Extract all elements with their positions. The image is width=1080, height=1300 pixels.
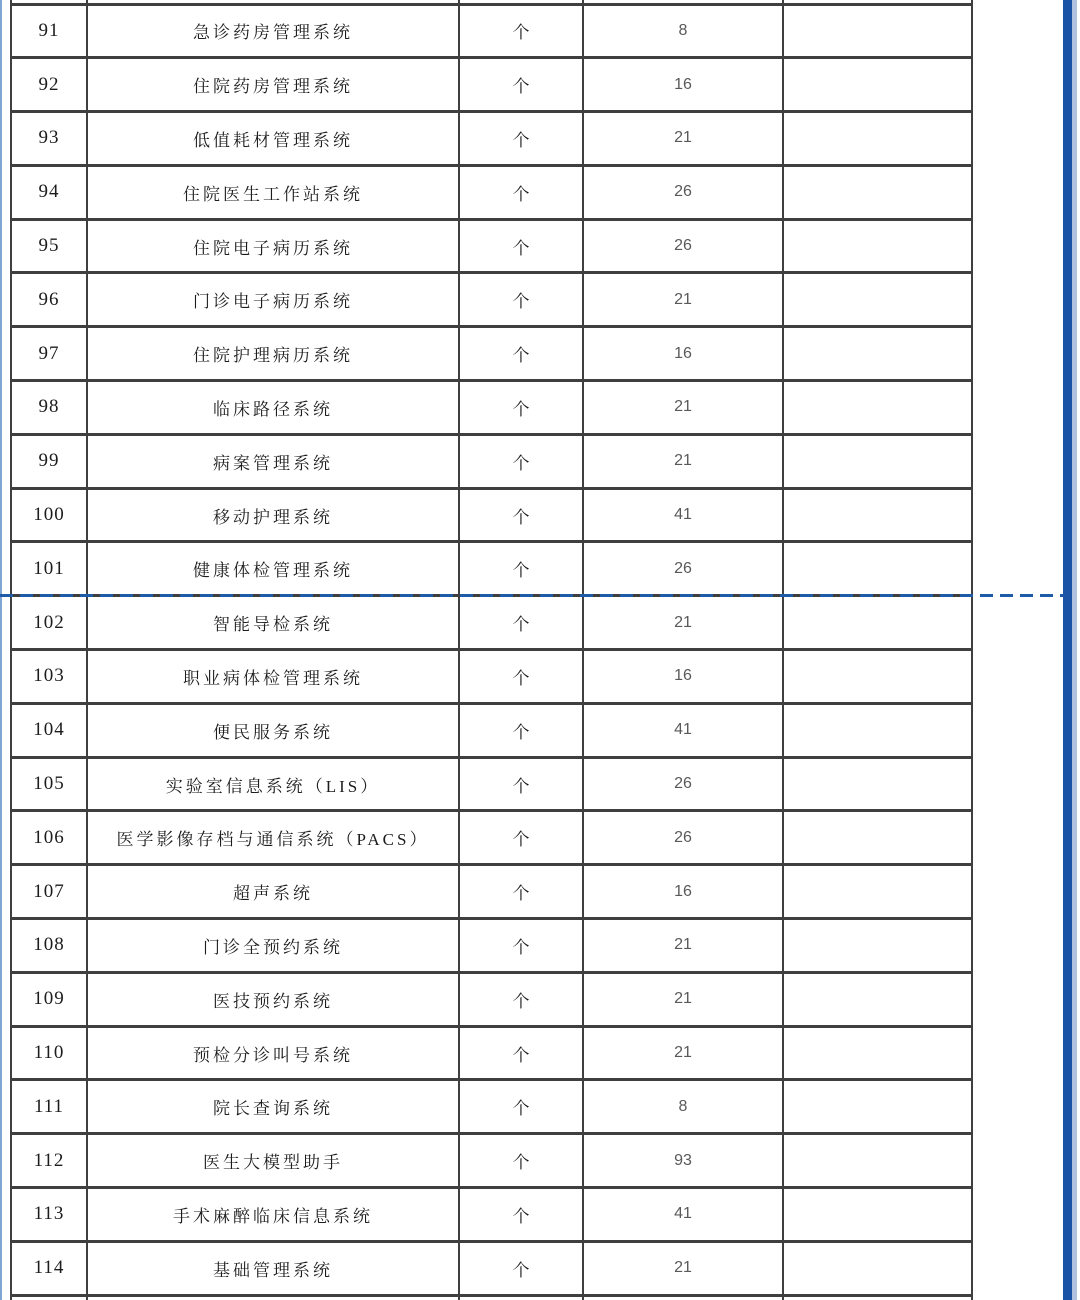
quantity-cell[interactable]: 41 [583,488,783,542]
unit-cell[interactable]: 个 [459,434,583,488]
row-index-cell[interactable]: 91 [11,4,87,58]
row-index-cell[interactable]: 98 [11,381,87,435]
quantity-cell[interactable]: 21 [583,434,783,488]
system-name-cell[interactable]: 急诊药房管理系统 [87,4,459,58]
row-index-cell[interactable]: 103 [11,650,87,704]
row-index-cell[interactable]: 97 [11,327,87,381]
remark-cell[interactable] [783,596,972,650]
remark-cell[interactable] [783,381,972,435]
unit-cell[interactable]: 个 [459,596,583,650]
remark-cell[interactable] [783,1188,972,1242]
quantity-cell[interactable]: 16 [583,327,783,381]
system-name-cell[interactable]: 病案管理系统 [87,434,459,488]
unit-cell[interactable]: 个 [459,4,583,58]
row-index-cell[interactable]: 102 [11,596,87,650]
unit-cell[interactable]: 个 [459,703,583,757]
unit-cell[interactable]: 个 [459,811,583,865]
table-row [11,165,972,219]
remark-cell[interactable] [783,1080,972,1134]
quantity-cell[interactable]: 21 [583,1241,783,1295]
row-index-cell[interactable]: 110 [11,1026,87,1080]
remark-cell[interactable] [783,273,972,327]
row-index-cell[interactable]: 106 [11,811,87,865]
system-name-cell[interactable]: 医技预约系统 [87,972,459,1026]
table-row [11,972,972,1026]
system-name-cell[interactable]: 医生大模型助手 [87,1134,459,1188]
unit-cell[interactable]: 个 [459,865,583,919]
quantity-cell[interactable]: 8 [583,1080,783,1134]
system-name-cell[interactable]: 职业病体检管理系统 [87,650,459,704]
remark-cell[interactable] [783,1241,972,1295]
row-index-cell[interactable]: 108 [11,919,87,973]
system-name-cell[interactable]: 健康体检管理系统 [87,542,459,596]
table-body [11,0,972,1300]
row-index-cell[interactable]: 92 [11,58,87,112]
quantity-cell[interactable]: 26 [583,165,783,219]
page-break-dashed-line [0,594,1063,597]
quantity-cell[interactable]: 16 [583,650,783,704]
system-name-cell[interactable]: 基础管理系统 [87,1241,459,1295]
table-row [11,650,972,704]
table-row [11,1134,972,1188]
row-index-cell[interactable]: 114 [11,1241,87,1295]
remark-cell[interactable] [783,650,972,704]
quantity-cell[interactable]: 21 [583,919,783,973]
system-name-cell[interactable]: 超声系统 [87,865,459,919]
unit-cell[interactable]: 个 [459,273,583,327]
systems-quantity-table [10,0,973,1300]
remark-cell[interactable] [783,434,972,488]
table-row [11,488,972,542]
quantity-cell[interactable]: 16 [583,58,783,112]
remark-cell[interactable] [783,327,972,381]
system-name-cell[interactable]: 门诊电子病历系统 [87,273,459,327]
row-index-cell[interactable]: 111 [11,1080,87,1134]
row-index-cell[interactable]: 105 [11,757,87,811]
left-page-edge-line [0,0,2,1300]
unit-cell[interactable]: 个 [459,919,583,973]
unit-cell[interactable]: 个 [459,650,583,704]
quantity-cell[interactable]: 21 [583,112,783,166]
quantity-cell[interactable]: 26 [583,757,783,811]
quantity-cell[interactable]: 41 [583,703,783,757]
system-name-cell[interactable]: 低值耗材管理系统 [87,112,459,166]
row-index-cell[interactable]: 93 [11,112,87,166]
remark-cell[interactable] [783,703,972,757]
table-row [11,757,972,811]
quantity-cell[interactable]: 21 [583,596,783,650]
unit-cell[interactable]: 个 [459,1188,583,1242]
row-index-cell[interactable]: 104 [11,703,87,757]
row-index-cell[interactable]: 95 [11,219,87,273]
unit-cell[interactable]: 个 [459,757,583,811]
unit-cell[interactable]: 个 [459,112,583,166]
quantity-cell[interactable]: 21 [583,972,783,1026]
right-page-edge-line [1063,0,1072,1300]
remark-cell[interactable] [783,165,972,219]
row-index-cell[interactable]: 101 [11,542,87,596]
remark-cell[interactable] [783,112,972,166]
remark-cell[interactable] [783,919,972,973]
remark-cell[interactable] [783,757,972,811]
unit-cell[interactable]: 个 [459,542,583,596]
row-index-cell[interactable]: 109 [11,972,87,1026]
table-row [11,327,972,381]
row-index-cell[interactable]: 99 [11,434,87,488]
table-row [11,112,972,166]
unit-cell[interactable]: 个 [459,1080,583,1134]
system-name-cell[interactable]: 住院电子病历系统 [87,219,459,273]
quantity-cell[interactable]: 26 [583,811,783,865]
table-row [11,219,972,273]
table-row [11,811,972,865]
unit-cell[interactable]: 个 [459,1134,583,1188]
table-row [11,1026,972,1080]
row-index-cell[interactable]: 100 [11,488,87,542]
row-index-cell[interactable]: 94 [11,165,87,219]
system-name-cell[interactable]: 院长查询系统 [87,1080,459,1134]
system-name-cell[interactable]: 手术麻醉临床信息系统 [87,1188,459,1242]
system-name-cell[interactable]: 移动护理系统 [87,488,459,542]
unit-cell[interactable]: 个 [459,58,583,112]
quantity-cell[interactable]: 21 [583,381,783,435]
table-row [11,919,972,973]
system-name-cell[interactable]: 实验室信息系统（LIS） [87,757,459,811]
table-row [11,542,972,596]
quantity-cell[interactable]: 26 [583,219,783,273]
row-index-cell[interactable]: 112 [11,1134,87,1188]
quantity-cell[interactable]: 93 [583,1134,783,1188]
remark-cell[interactable] [783,1134,972,1188]
quantity-cell[interactable]: 16 [583,865,783,919]
right-page-edge-line-highlight [1072,0,1077,1300]
row-index-cell[interactable]: 96 [11,273,87,327]
table-row [11,58,972,112]
quantity-cell[interactable]: 21 [583,1026,783,1080]
remark-cell[interactable] [783,58,972,112]
partial-row-bottom [11,1295,972,1300]
unit-cell[interactable]: 个 [459,972,583,1026]
system-name-cell[interactable]: 住院护理病历系统 [87,327,459,381]
system-name-cell[interactable]: 智能导检系统 [87,596,459,650]
remark-cell[interactable] [783,865,972,919]
unit-cell[interactable]: 个 [459,381,583,435]
table-row [11,434,972,488]
system-name-cell[interactable]: 临床路径系统 [87,381,459,435]
system-name-cell[interactable]: 住院医生工作站系统 [87,165,459,219]
table-row [11,1188,972,1242]
table-row [11,865,972,919]
unit-cell[interactable]: 个 [459,488,583,542]
remark-cell[interactable] [783,811,972,865]
system-name-cell[interactable]: 住院药房管理系统 [87,58,459,112]
table-row [11,273,972,327]
quantity-cell[interactable]: 8 [583,4,783,58]
quantity-cell[interactable]: 21 [583,273,783,327]
quantity-cell[interactable]: 26 [583,542,783,596]
remark-cell[interactable] [783,488,972,542]
table-row [11,4,972,58]
table-row [11,703,972,757]
table-row [11,1080,972,1134]
unit-cell[interactable]: 个 [459,1241,583,1295]
unit-cell[interactable]: 个 [459,1026,583,1080]
quantity-cell[interactable]: 41 [583,1188,783,1242]
remark-cell[interactable] [783,1026,972,1080]
unit-cell[interactable]: 个 [459,219,583,273]
system-name-cell[interactable]: 门诊全预约系统 [87,919,459,973]
table-row [11,1241,972,1295]
unit-cell[interactable]: 个 [459,327,583,381]
remark-cell[interactable] [783,219,972,273]
system-name-cell[interactable]: 便民服务系统 [87,703,459,757]
row-index-cell[interactable]: 107 [11,865,87,919]
unit-cell[interactable]: 个 [459,165,583,219]
table-row [11,381,972,435]
row-index-cell[interactable]: 113 [11,1188,87,1242]
system-name-cell[interactable]: 预检分诊叫号系统 [87,1026,459,1080]
system-name-cell[interactable]: 医学影像存档与通信系统（PACS） [87,811,459,865]
remark-cell[interactable] [783,972,972,1026]
remark-cell[interactable] [783,542,972,596]
remark-cell[interactable] [783,4,972,58]
table-row [11,596,972,650]
